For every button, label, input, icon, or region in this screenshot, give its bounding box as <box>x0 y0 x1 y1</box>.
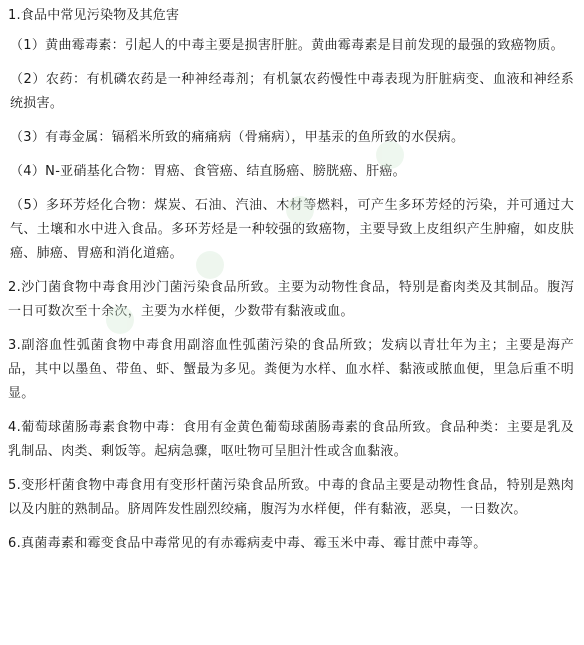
paragraph-toxic-metals: （3）有毒金属：镉稻米所致的痛痛病（骨痛病），甲基汞的鱼所致的水俣病。 <box>10 130 465 145</box>
document-title: 1.食品中常见污染物及其危害 <box>8 8 180 23</box>
paragraph-staphylococcus: 4.葡萄球菌肠毒素食物中毒：食用有金黄色葡萄球菌肠毒素的食品所致。食品种类：主要是乳及乳制品、肉类、剩饭等。起病急骤，呕吐物可呈胆汁性或含血黏液。 <box>8 420 574 459</box>
paragraph-pesticides: （2）农药：有机磷农药是一种神经毒剂；有机氯农药慢性中毒表现为肝脏病变、血液和神经系统损害。 <box>10 72 574 111</box>
paragraph-vibrio: 3.副溶血性弧菌食物中毒食用副溶血性弧菌污染的食品所致；发病以青壮年为主；主要是海产品，其中以墨鱼、带鱼、虾、蟹最为多见。粪便为水样、血水样、黏液或脓血便，里急后重不明显。 <box>8 338 574 401</box>
paragraph-pah: （5）多环芳烃化合物：煤炭、石油、汽油、木材等燃料，可产生多环芳烃的污染，并可通过大气、土壤和水中进入食品。多环芳烃是一种较强的致癌物，主要导致上皮组织产生肿瘤，如皮肤癌、肺癌、胃癌和消化道癌。 <box>10 198 574 261</box>
paragraph-proteus: 5.变形杆菌食物中毒食用有变形杆菌污染食品所致。中毒的食品主要是动物性食品，特别是熟肉以及内脏的熟制品。脐周阵发性剧烈绞痛，腹泻为水样便，伴有黏液，恶臭，一日数次。 <box>8 478 574 517</box>
paragraph-n-nitroso: （4）N-亚硝基化合物：胃癌、食管癌、结直肠癌、膀胱癌、肝癌。 <box>10 164 406 179</box>
paragraph-mycotoxin: 6.真菌毒素和霉变食品中毒常见的有赤霉病麦中毒、霉玉米中毒、霉甘蔗中毒等。 <box>8 536 487 551</box>
paragraph-aflatoxin: （1）黄曲霉毒素：引起人的中毒主要是损害肝脏。黄曲霉毒素是目前发现的最强的致癌物质。 <box>10 38 564 53</box>
paragraph-salmonella: 2.沙门菌食物中毒食用沙门菌污染食品所致。主要为动物性食品，特别是畜肉类及其制品。腹泻一日可数次至十余次，主要为水样便，少数带有黏液或血。 <box>8 280 574 319</box>
